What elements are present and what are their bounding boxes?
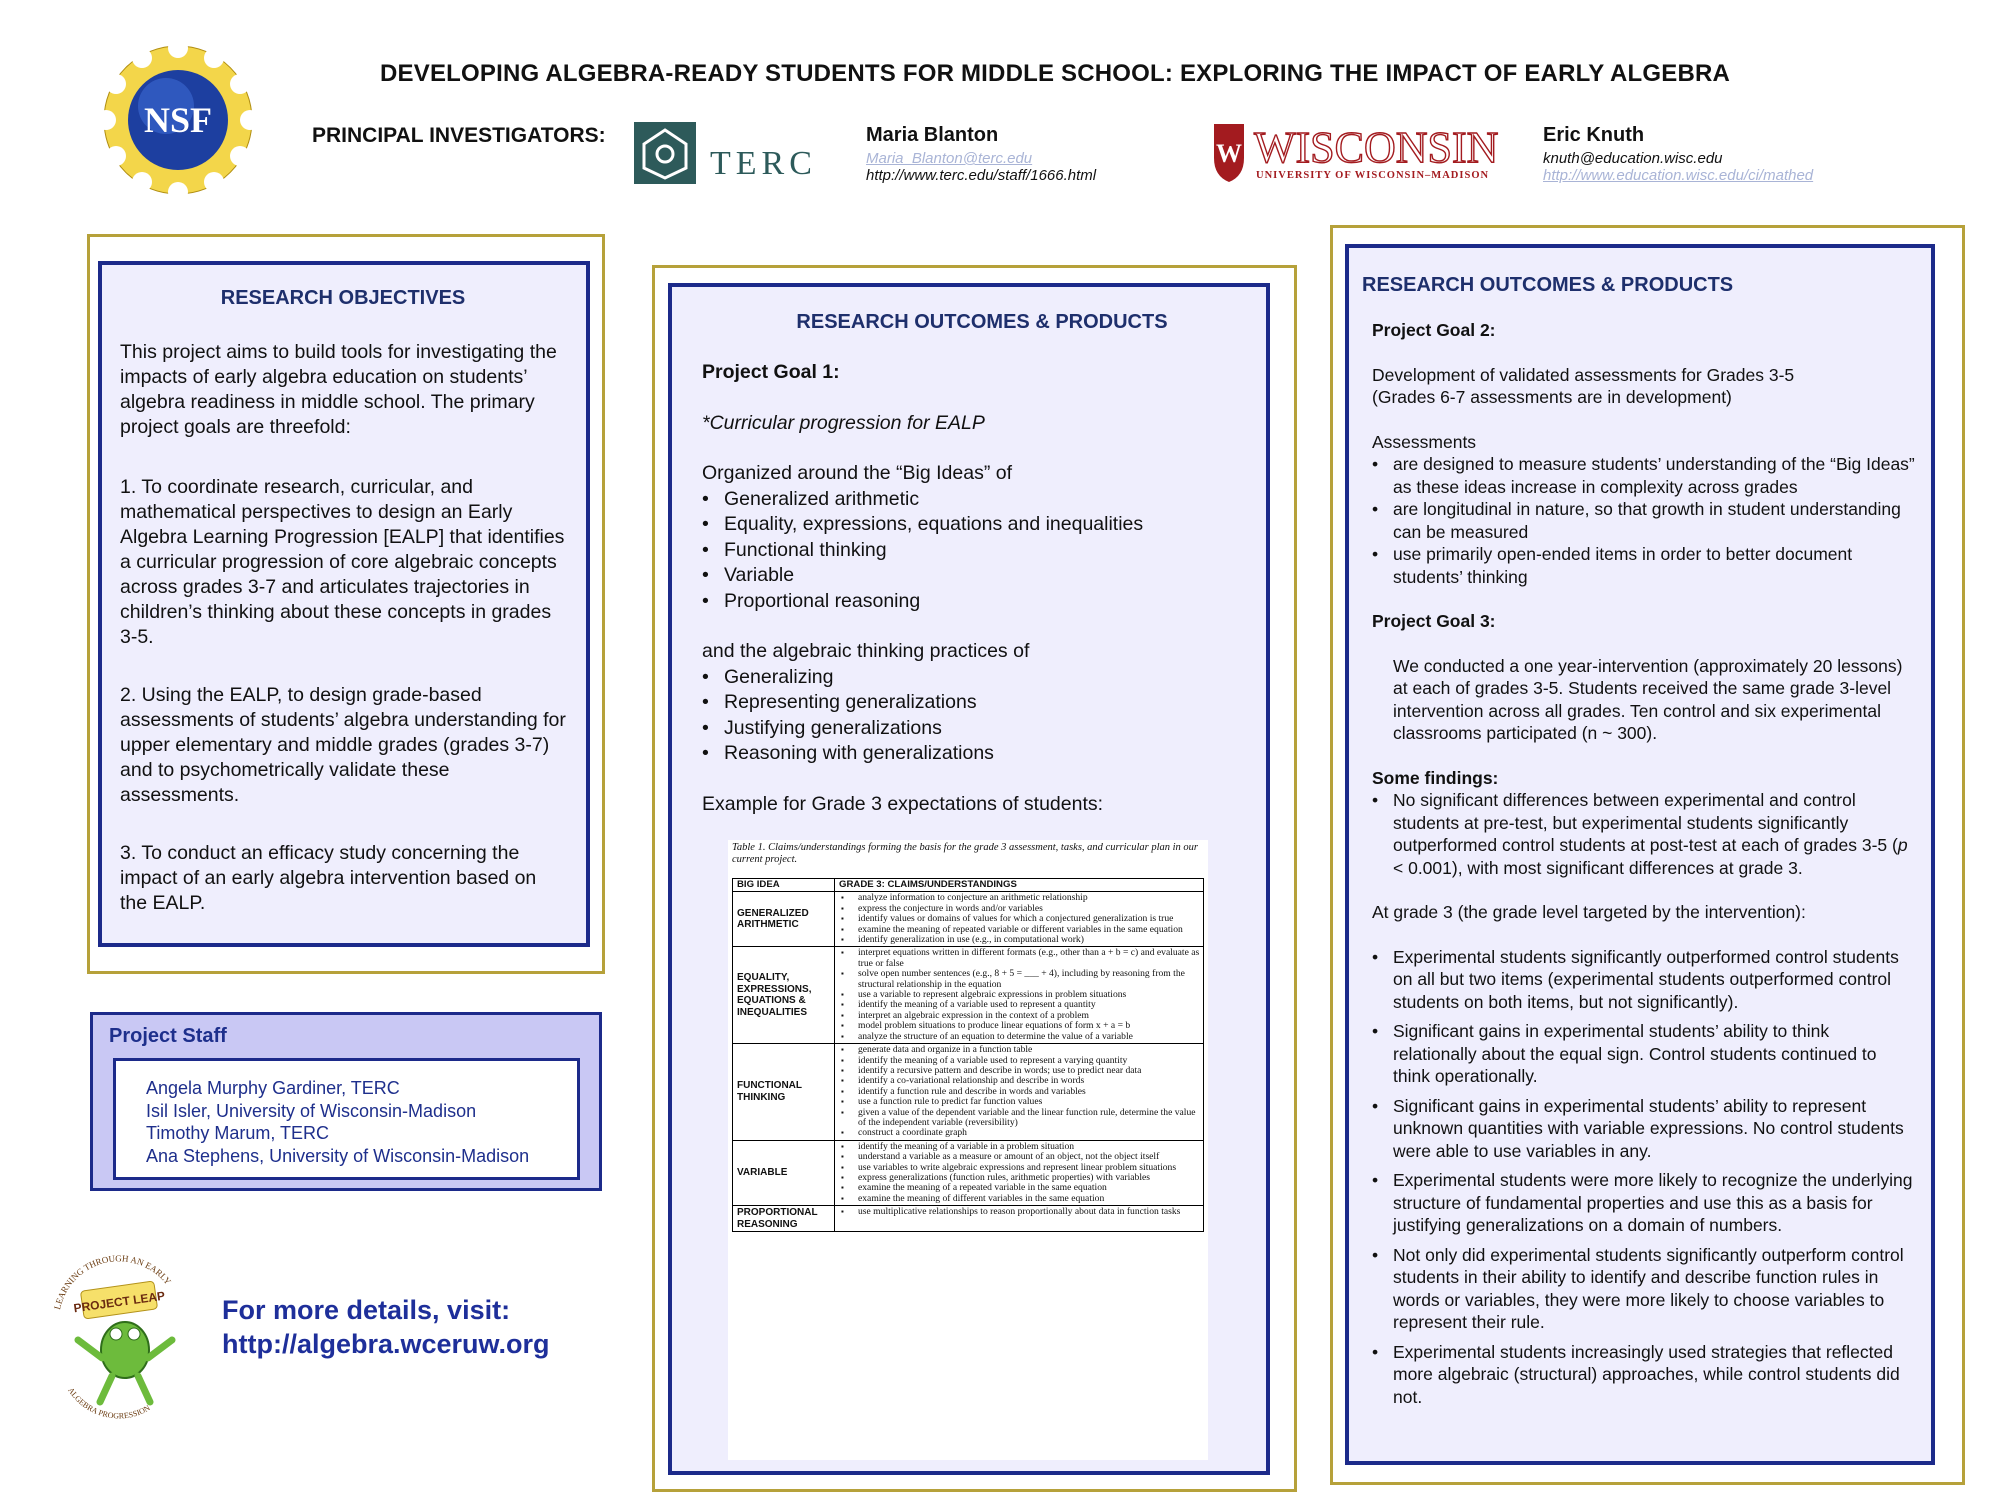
- visit-url[interactable]: http://algebra.wceruw.org: [222, 1329, 550, 1359]
- pi1-url[interactable]: http://www.terc.edu/staff/1666.html: [866, 167, 1097, 184]
- svg-text:W: W: [1216, 139, 1242, 168]
- svg-text:PROJECT LEAP: PROJECT LEAP: [72, 1288, 166, 1316]
- wisconsin-logo: [1210, 118, 1510, 184]
- assessment-item: • are designed to measure students’ understanding of the “Big Ideas” as these ideas increase in complexity across grades: [1372, 453, 1917, 498]
- finding-item: • No significant differences between experimental and control students at pre-test, but experimental students significantly outperformed control students at post-test at each of grades 3-5 (p < 0.001), with most significant differences at grade 3.: [1372, 789, 1917, 879]
- nsf-logo: [88, 30, 268, 210]
- grade3-finding: • Significant gains in experimental students’ ability to represent unknown quantities with variable expressions. No control students were able to use variables in any.: [1372, 1095, 1917, 1163]
- claim-item: ▪ analyze information to conjecture an arithmetic relationship: [838, 893, 1200, 903]
- table-header-big-idea: BIG IDEA: [733, 879, 835, 892]
- claim-item: ▪ examine the meaning of repeated variable or different variables in the same equation: [838, 925, 1200, 935]
- big-idea-item: • Generalized arithmetic: [702, 487, 1266, 513]
- pi1-name: Maria Blanton: [866, 124, 999, 146]
- goal2-desc-1: Development of validated assessments for Grades 3-5: [1372, 364, 1795, 385]
- claim-item: ▪ identify a co-variational relationship and describe in words: [838, 1076, 1200, 1086]
- staff-member: Angela Murphy Gardiner, TERC: [146, 1078, 400, 1098]
- objectives-heading: RESEARCH OBJECTIVES: [220, 287, 466, 309]
- table-row: [733, 1206, 1204, 1232]
- claim-item: ▪ interpret an algebraic expression in the context of a problem: [838, 1011, 1200, 1021]
- svg-text:ALGEBRA PROGRESSION: ALGEBRA PROGRESSION: [66, 1385, 152, 1420]
- table-caption: Table 1. Claims/understandings forming the basis for the grade 3 assessment, tasks, and curricular plan in our current project.: [732, 842, 1199, 865]
- grade3-example-label: Example for Grade 3 expectations of students:: [702, 792, 1104, 815]
- principal-investigators-label: PRINCIPAL INVESTIGATORS:: [312, 124, 606, 147]
- assessments-intro: Assessments: [1372, 431, 1477, 452]
- goal1-content: [702, 360, 1266, 817]
- grade3-finding: • Experimental students significantly outperformed control students on all but two items (experimental students outperformed control students on both items, but not significantly).: [1372, 946, 1917, 1014]
- claim-item: ▪ identify the meaning of a variable used to represent a varying quantity: [838, 1056, 1200, 1066]
- visit-label: For more details, visit:: [222, 1295, 511, 1325]
- claim-item: ▪ examine the meaning of a repeated variable in the same equation: [838, 1183, 1200, 1193]
- claim-item: ▪ analyze the structure of an equation to determine the value of a variable: [838, 1032, 1200, 1042]
- practice-item: • Representing generalizations: [702, 690, 1266, 716]
- project-leap-logo: [40, 1240, 190, 1420]
- big-idea-cell: VARIABLE: [733, 1140, 835, 1205]
- grade3-claims-table: [728, 840, 1208, 1460]
- claim-item: ▪ generate data and organize in a function table: [838, 1045, 1200, 1055]
- objectives-panel: [98, 261, 590, 947]
- practice-item: • Justifying generalizations: [702, 716, 1266, 742]
- staff-heading: Project Staff: [109, 1025, 227, 1047]
- objectives-intro: This project aims to build tools for investigating the impacts of early algebra education on students’ algebra readiness in middle school. The primary project goals are threefold:: [120, 341, 557, 438]
- svg-text:NSF: NSF: [143, 100, 213, 140]
- findings-list: [1372, 789, 1917, 879]
- assessment-item: • use primarily open-ended items in order to better document students’ thinking: [1372, 543, 1917, 588]
- big-idea-cell: PROPORTIONAL REASONING: [733, 1206, 835, 1232]
- claim-item: ▪ examine the meaning of different variables in the same equation: [838, 1194, 1200, 1204]
- big-idea-item: • Equality, expressions, equations and inequalities: [702, 512, 1266, 538]
- goal1-label: Project Goal 1:: [702, 361, 840, 383]
- table-header-claims: GRADE 3: CLAIMS/UNDERSTANDINGS: [835, 879, 1204, 892]
- staff-panel: [90, 1012, 602, 1191]
- svg-text:LEARNING THROUGH AN EARLY: LEARNING THROUGH AN EARLY: [52, 1253, 174, 1311]
- assessments-list: [1372, 453, 1917, 588]
- staff-member: Isil Isler, University of Wisconsin-Madison: [146, 1100, 477, 1121]
- claim-item: ▪ given a value of the dependent variable and the linear function rule, determine the value of the independent variable (reversibility): [838, 1108, 1200, 1129]
- svg-text:UNIVERSITY OF WISCONSIN–MADISO: UNIVERSITY OF WISCONSIN–MADISON: [1256, 170, 1490, 181]
- claim-item: ▪ use a variable to represent algebraic expressions in problem situations: [838, 990, 1200, 1000]
- middle-heading: RESEARCH OUTCOMES & PRODUCTS: [796, 311, 1168, 333]
- big-idea-item: • Variable: [702, 563, 1266, 589]
- big-idea-cell: GENERALIZED ARITHMETIC: [733, 892, 835, 947]
- goal2-desc-2: (Grades 6-7 assessments are in development): [1372, 387, 1732, 407]
- more-details-text: [222, 1293, 550, 1361]
- big-idea-cell: FUNCTIONAL THINKING: [733, 1044, 835, 1141]
- pi2-url[interactable]: http://www.education.wisc.edu/ci/mathed: [1543, 167, 1814, 184]
- assessment-item: • are longitudinal in nature, so that growth in student understanding can be measured: [1372, 498, 1917, 543]
- poster-title: DEVELOPING ALGEBRA-READY STUDENTS FOR MIDDLE SCHOOL: EXPLORING THE IMPACT OF EARLY ALGEBRA: [380, 60, 1731, 87]
- grade3-findings-list: [1372, 946, 1917, 1409]
- pi2-block: [1543, 124, 1813, 184]
- goal3-label: Project Goal 3:: [1372, 611, 1496, 631]
- table-row: [733, 947, 1204, 1044]
- big-idea-item: • Functional thinking: [702, 538, 1266, 564]
- objective-2: 2. Using the EALP, to design grade-based assessments of students’ algebra understanding for upper elementary and middle grades (grades 3-7) and to psychometrically validate these assessments.: [120, 684, 566, 806]
- right-heading: RESEARCH OUTCOMES & PRODUCTS: [1362, 274, 1734, 296]
- claim-item: ▪ use variables to write algebraic expressions and represent linear problem situations: [838, 1163, 1200, 1173]
- svg-text:TERC: TERC: [710, 145, 817, 182]
- goal2-label: Project Goal 2:: [1372, 320, 1496, 340]
- claim-item: ▪ use a function rule to predict far function values: [838, 1097, 1200, 1107]
- claim-item: ▪ interpret equations written in different formats (e.g., other than a + b = c) and evaluate as true or false: [838, 948, 1200, 969]
- pi2-name: Eric Knuth: [1543, 124, 1645, 146]
- findings-label: Some findings:: [1372, 767, 1499, 788]
- big-ideas-list: [702, 487, 1266, 615]
- claim-item: ▪ express the conjecture in words and/or variables: [838, 904, 1200, 914]
- practices-intro: and the algebraic thinking practices of: [702, 640, 1030, 662]
- claim-item: ▪ use multiplicative relationships to reason proportionally about data in function tasks: [838, 1207, 1200, 1217]
- claim-item: ▪ understand a variable as a measure or amount of an object, not the object itself: [838, 1152, 1200, 1162]
- practice-item: • Reasoning with generalizations: [702, 741, 1266, 767]
- pi1-block: [866, 124, 1096, 184]
- grade3-finding: • Experimental students were more likely to recognize the underlying structure of fundamental properties and use this as a basis for justifying generalizations on a domain of numbers.: [1372, 1169, 1917, 1237]
- claim-item: ▪ construct a coordinate graph: [838, 1128, 1200, 1138]
- claim-item: ▪ identify the meaning of a variable used to represent a quantity: [838, 1000, 1200, 1010]
- grade3-intro: At grade 3 (the grade level targeted by the intervention):: [1372, 902, 1806, 922]
- claim-item: ▪ identify generalization in use (e.g., in computational work): [838, 935, 1200, 945]
- table-row: [733, 1140, 1204, 1205]
- objective-1: 1. To coordinate research, curricular, and mathematical perspectives to design an Early Algebra Learning Progression [EALP] that identifies a curricular progression of core algebraic concepts across grades 3-7 and articulates trajectories in children’s thinking about these concepts in grades 3-5.: [120, 476, 565, 648]
- claims-table: [732, 878, 1204, 1232]
- big-ideas-intro: Organized around the “Big Ideas” of: [702, 462, 1013, 484]
- claim-item: ▪ express generalizations (function rules, arithmetic properties) with variables: [838, 1173, 1200, 1183]
- goal3-description: We conducted a one year-intervention (approximately 20 lessons) at each of grades 3-5. Students received the same grade 3-level intervention across all grades. Ten control and six experimental classrooms participated (n ~ 300).: [1393, 655, 1903, 743]
- practices-list: [702, 665, 1266, 767]
- staff-member: Timothy Marum, TERC: [146, 1123, 330, 1143]
- objective-3: 3. To conduct an efficacy study concerning the impact of an early algebra intervention based on the EALP.: [120, 842, 537, 914]
- table-row: [733, 892, 1204, 947]
- table-row: [733, 1044, 1204, 1141]
- grade3-finding: • Not only did experimental students significantly outperform control students in their ability to identify and describe function rules in words or variables, they were more likely to choose variables to represent their rule.: [1372, 1244, 1917, 1334]
- practice-item: • Generalizing: [702, 665, 1266, 691]
- svg-text:WISCONSIN: WISCONSIN: [1254, 123, 1499, 172]
- claim-item: ▪ identify a recursive pattern and describe in words; use to predict near data: [838, 1066, 1200, 1076]
- big-idea-item: • Proportional reasoning: [702, 589, 1266, 615]
- claim-item: ▪ solve open number sentences (e.g., 8 + 5 = ___ + 4), including by reasoning from the structural relationship in the equation: [838, 969, 1200, 990]
- right-panel: [1345, 244, 1935, 1465]
- right-content: [1362, 319, 1917, 1408]
- staff-member: Ana Stephens, University of Wisconsin-Madison: [146, 1145, 530, 1166]
- grade3-finding: • Significant gains in experimental students’ ability to think relationally about the equal sign. Control students continued to think operationally.: [1372, 1020, 1917, 1088]
- big-idea-cell: EQUALITY, EXPRESSIONS, EQUATIONS & INEQUALITIES: [733, 947, 835, 1044]
- pi1-email[interactable]: Maria_Blanton@terc.edu: [866, 150, 1033, 167]
- terc-logo: [630, 118, 830, 188]
- grade3-finding: • Experimental students increasingly used strategies that reflected more algebraic (structural) approaches, while control students did not.: [1372, 1341, 1917, 1409]
- claim-item: ▪ identify the meaning of a variable in a problem situation: [838, 1142, 1200, 1152]
- objectives-text: [120, 340, 566, 916]
- claim-item: ▪ model problem situations to produce linear equations of form x + a = b: [838, 1021, 1200, 1031]
- goal1-description: *Curricular progression for EALP: [702, 411, 985, 434]
- claim-item: ▪ identify values or domains of values for which a conjectured generalization is true: [838, 914, 1200, 924]
- staff-list: [113, 1058, 580, 1180]
- claim-item: ▪ identify a function rule and describe in words and variables: [838, 1087, 1200, 1097]
- pi2-email[interactable]: knuth@education.wisc.edu: [1543, 150, 1723, 167]
